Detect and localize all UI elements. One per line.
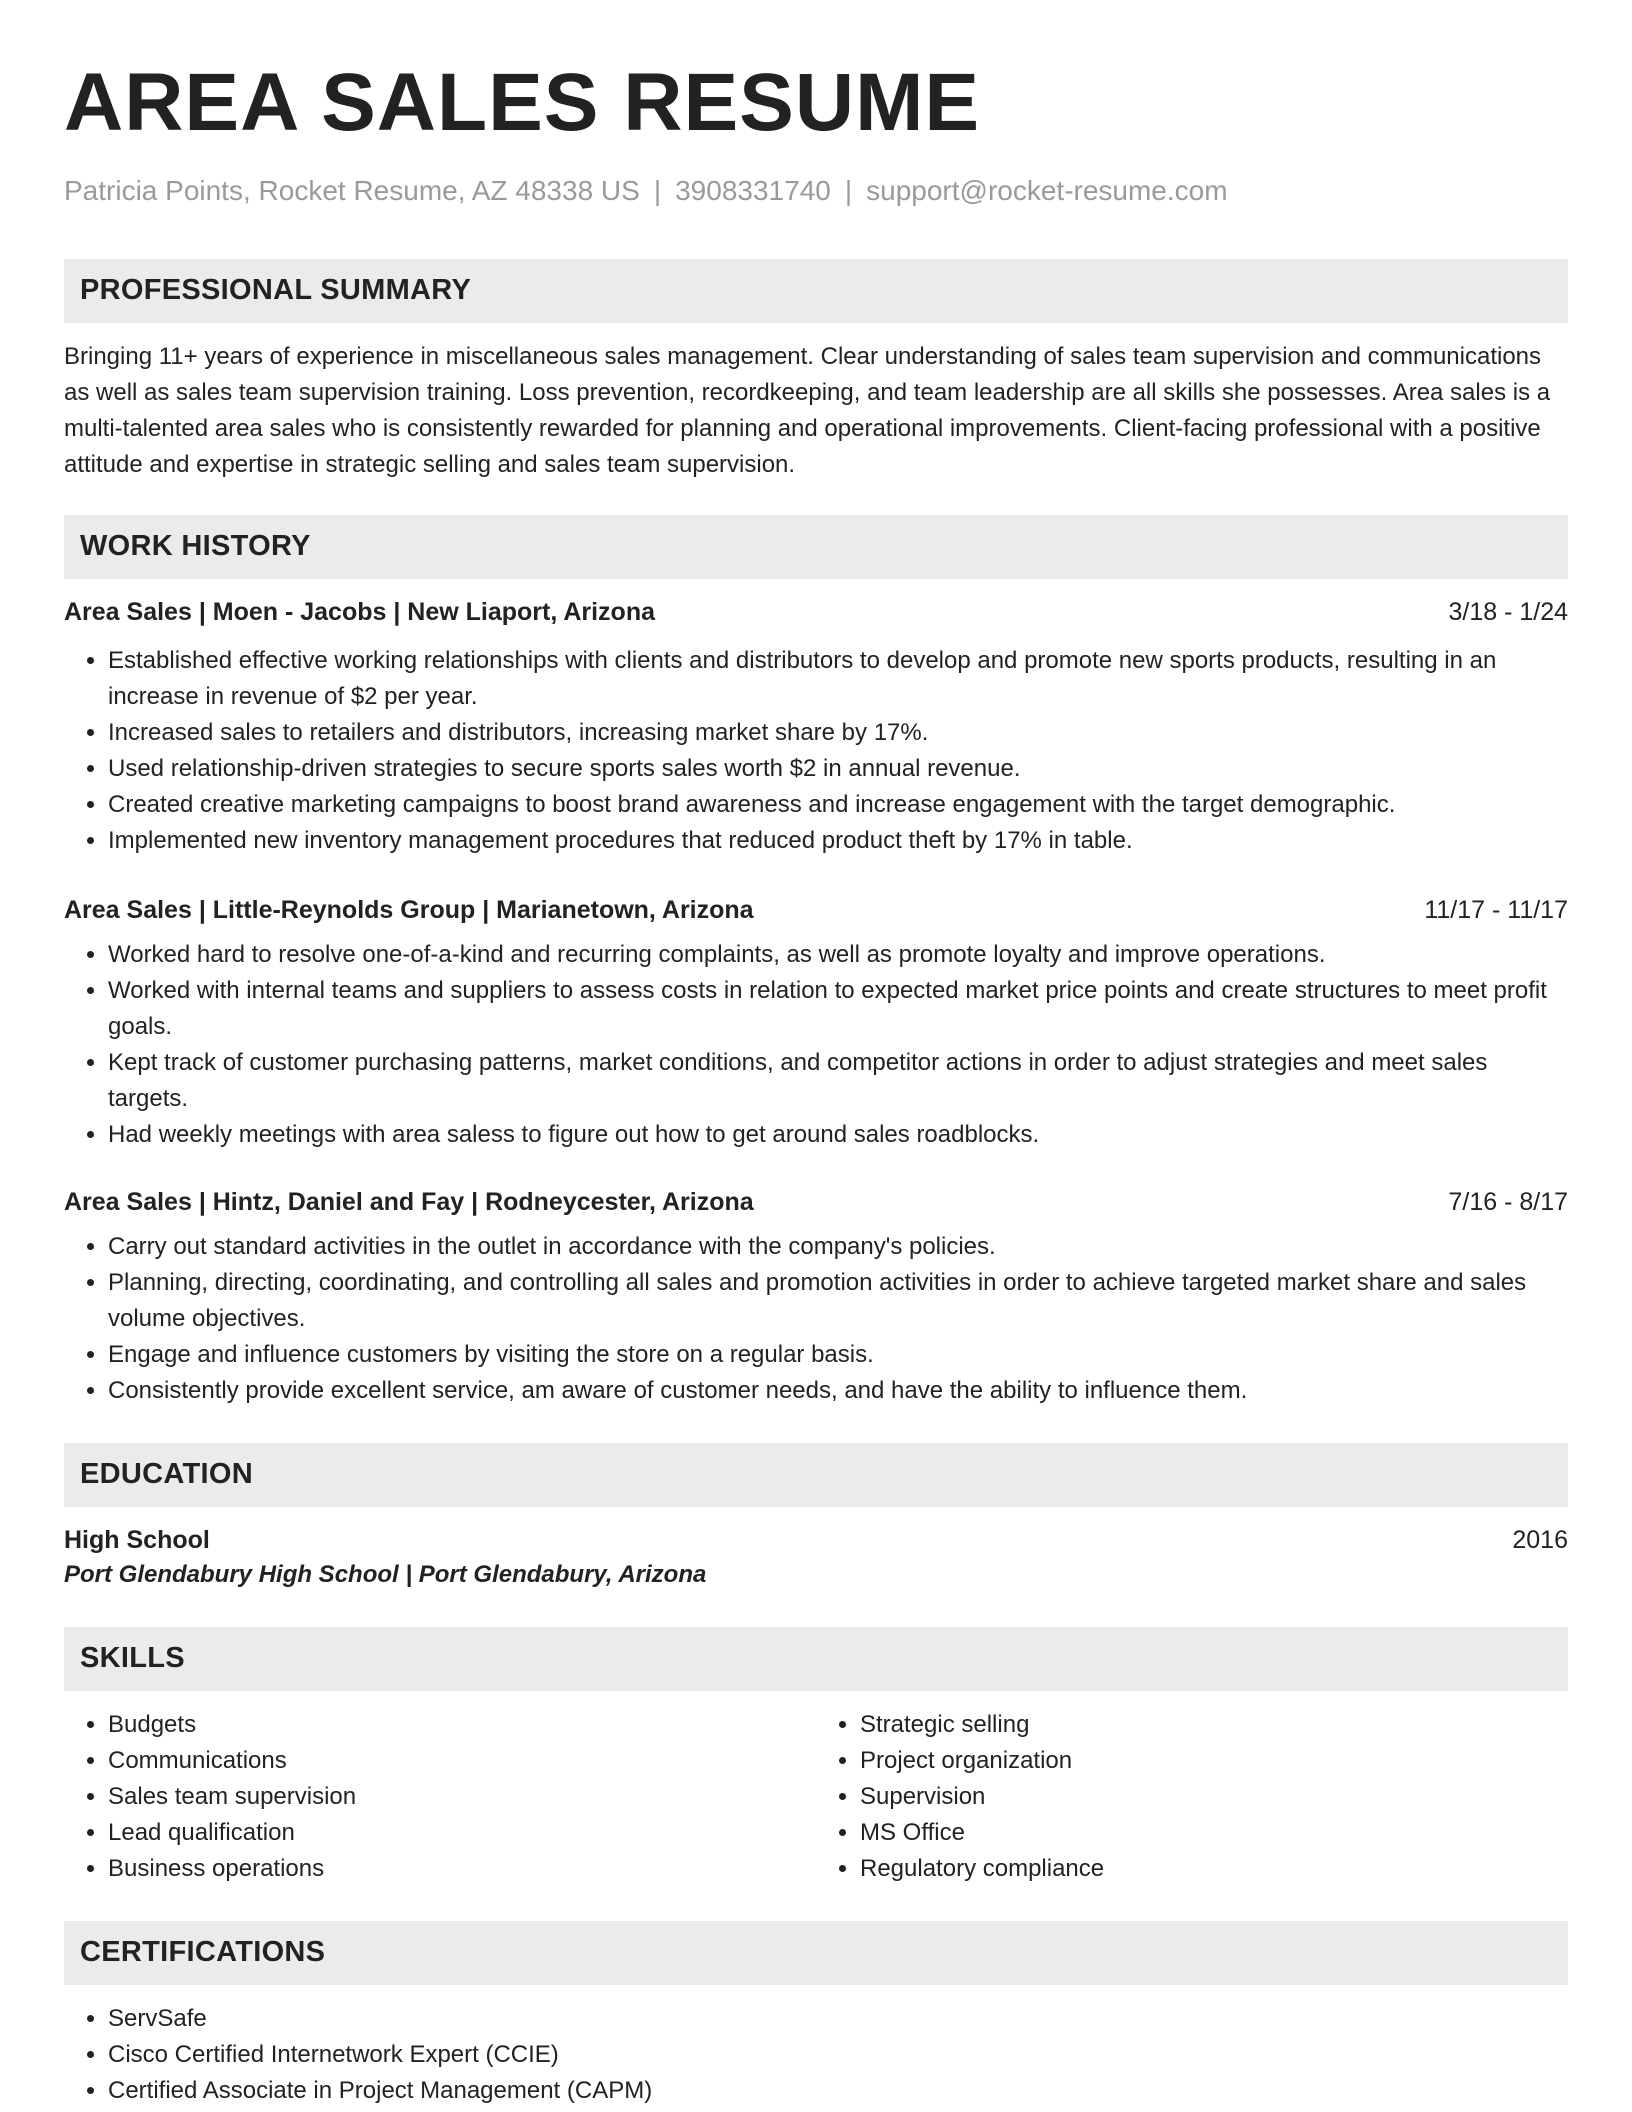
list-item: • Communications — [108, 1743, 816, 1779]
section-heading-summary: PROFESSIONAL SUMMARY — [64, 259, 1568, 323]
list-item: • Regulatory compliance — [860, 1851, 1568, 1887]
list-item: • Implemented new inventory management procedures that reduced product theft by 17% in table. — [108, 823, 1568, 859]
job-entry — [64, 1185, 1568, 1409]
list-item: • Established effective working relationships with clients and distributors to develop and promote new sports products, resulting in an increase in revenue of $2 per year. — [108, 643, 1568, 715]
job-header — [64, 1185, 1568, 1219]
list-item: • Worked with internal teams and suppliers to assess costs in relation to expected market price points and create structures to meet profit goals. — [108, 973, 1568, 1045]
job-date: 11/17 - 11/17 — [1424, 895, 1568, 924]
section-heading-skills: SKILLS — [64, 1627, 1568, 1691]
summary-text: Bringing 11+ years of experience in miscellaneous sales management. Clear understanding of sales team supervision and communications as well as sales team supervision training. Loss prevention, recordkeeping, and team leadership are all skills she possesses. Area sales is a multi-talented area sales who is consistently rewarded for planning and operational improvements. Client-facing professional with a positive attitude and expertise in strategic selling and sales team supervision. — [64, 342, 1551, 478]
list-item: • Sales team supervision — [108, 1779, 816, 1815]
list-item: • ServSafe — [108, 2001, 1568, 2037]
list-item: • Budgets — [108, 1707, 816, 1743]
contact-phone: 3908331740 — [675, 175, 831, 206]
job-bullets — [64, 643, 1568, 859]
certifications-list — [64, 2001, 1568, 2109]
resume-title: AREA SALES RESUME — [64, 57, 981, 148]
education-degree: High School — [64, 1525, 210, 1554]
list-item: • Kept track of customer purchasing patterns, market conditions, and competitor actions in order to adjust strategies and meet sales targets. — [108, 1045, 1568, 1117]
section-heading-certifications: CERTIFICATIONS — [64, 1921, 1568, 1985]
job-header — [64, 893, 1568, 927]
job-date: 7/16 - 8/17 — [1448, 1187, 1568, 1216]
list-item: • Supervision — [860, 1779, 1568, 1815]
education-school: Port Glendabury High School | Port Glendabury, Arizona — [64, 1560, 707, 1588]
list-item: • Used relationship-driven strategies to secure sports sales worth $2 in annual revenue. — [108, 751, 1568, 787]
list-item: • Carry out standard activities in the outlet in accordance with the company's policies. — [108, 1229, 1568, 1265]
list-item: • Certified Associate in Project Management (CAPM) — [108, 2073, 1568, 2109]
job-title: Area Sales | Moen - Jacobs | New Liaport, Arizona — [64, 597, 655, 626]
contact-line — [64, 174, 1568, 208]
section-heading-education: EDUCATION — [64, 1443, 1568, 1507]
job-title: Area Sales | Hintz, Daniel and Fay | Rodneycester, Arizona — [64, 1187, 754, 1216]
skills-column-left — [64, 1707, 816, 1887]
list-item: • Increased sales to retailers and distributors, increasing market share by 17%. — [108, 715, 1568, 751]
list-item: • Strategic selling — [860, 1707, 1568, 1743]
education-header — [64, 1523, 1568, 1557]
skills-list — [64, 1707, 1568, 1887]
education-year: 2016 — [1512, 1525, 1568, 1554]
list-item: • Cisco Certified Internetwork Expert (CCIE) — [108, 2037, 1568, 2073]
job-bullets — [64, 937, 1568, 1153]
list-item: • MS Office — [860, 1815, 1568, 1851]
list-item: • Consistently provide excellent service, am aware of customer needs, and have the ability to influence them. — [108, 1373, 1568, 1409]
contact-address: Patricia Points, Rocket Resume, AZ 48338 US — [64, 175, 640, 206]
list-item: • Project organization — [860, 1743, 1568, 1779]
job-entry — [64, 595, 1568, 859]
job-date: 3/18 - 1/24 — [1448, 597, 1568, 626]
contact-separator: | — [844, 175, 853, 206]
job-header — [64, 595, 1568, 629]
section-heading-work-history: WORK HISTORY — [64, 515, 1568, 579]
contact-separator: | — [653, 175, 662, 206]
education-entry — [64, 1523, 1568, 1593]
list-item: • Business operations — [108, 1851, 816, 1887]
job-title: Area Sales | Little-Reynolds Group | Marianetown, Arizona — [64, 895, 754, 924]
skills-column-right — [816, 1707, 1568, 1887]
list-item: • Created creative marketing campaigns to boost brand awareness and increase engagement with the target demographic. — [108, 787, 1568, 823]
list-item: • Had weekly meetings with area saless to figure out how to get around sales roadblocks. — [108, 1117, 1568, 1153]
job-entry — [64, 893, 1568, 1153]
list-item: • Lead qualification — [108, 1815, 816, 1851]
list-item: • Engage and influence customers by visiting the store on a regular basis. — [108, 1337, 1568, 1373]
list-item: • Worked hard to resolve one-of-a-kind and recurring complaints, as well as promote loyalty and improve operations. — [108, 937, 1568, 973]
contact-email: support@rocket-resume.com — [866, 175, 1228, 206]
list-item: • Planning, directing, coordinating, and controlling all sales and promotion activities in order to achieve targeted market share and sales volume objectives. — [108, 1265, 1568, 1337]
job-bullets — [64, 1229, 1568, 1409]
